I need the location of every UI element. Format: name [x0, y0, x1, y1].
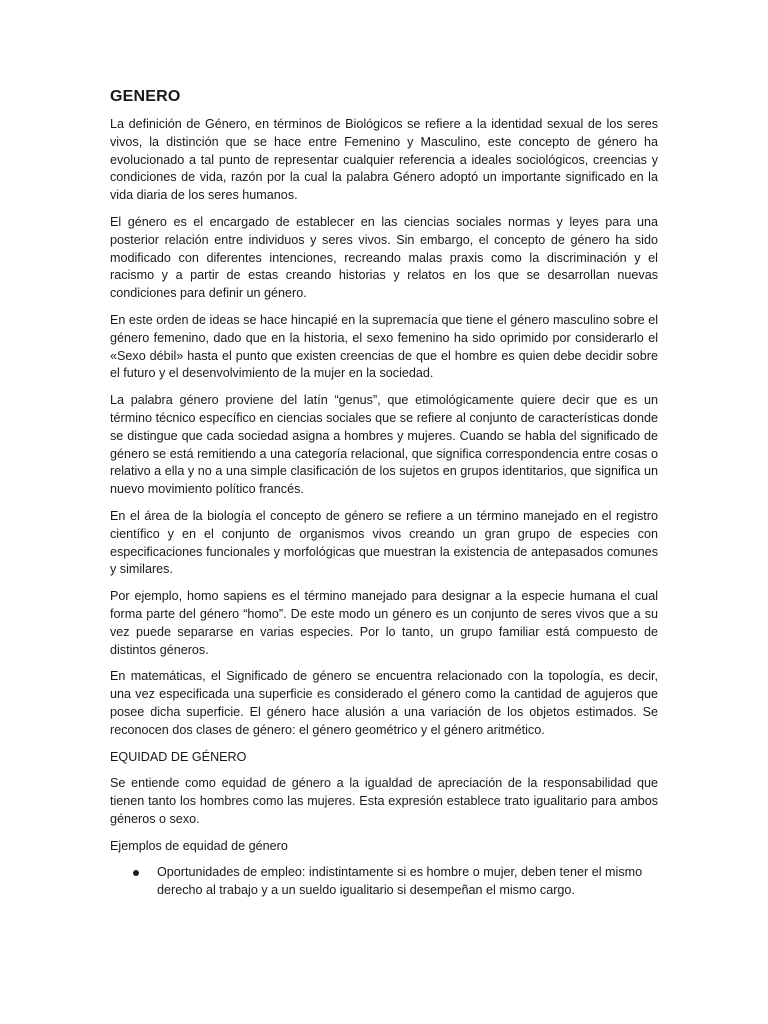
- document-page: [110, 88, 658, 900]
- paragraph-example-homo: Por ejemplo, homo sapiens es el término manejado para designar a la especie humana el cual forma parte del género “homo”. De este modo un género es un conjunto de seres vivos que a su vez puede separarse en varias especies. Por lo tanto, un grupo familiar está compuesto de distintos géneros.: [110, 589, 658, 657]
- paragraph-biology: En el área de la biología el concepto de género se refiere a un término manejado en el registro científico y en el conjunto de organismos vivos creando un gran grupo de especies con especificaciones funcionales y morfológicas que muestran la existencia de antepasados comunes y similares.: [110, 508, 658, 577]
- examples-list: [110, 864, 658, 900]
- example-text: Oportunidades de empleo: indistintamente si es hombre o mujer, deben tener el mismo derecho al trabajo y a un sueldo igualitario si desempeñan el mismo cargo.: [157, 865, 643, 898]
- document-title: GENERO: [110, 88, 181, 105]
- equity-heading: EQUIDAD DE GÉNERO: [110, 749, 247, 764]
- paragraph-equity: Se entiende como equidad de género a la igualdad de apreciación de la responsabilidad que tienen tanto los hombres como las mujeres. Esta expresión establece trato igualitario para ambos géneros o sexo.: [110, 776, 658, 826]
- examples-heading: Ejemplos de equidad de género: [110, 838, 288, 853]
- paragraph-etymology: La palabra género proviene del latín “genus”, que etimológicamente quiere decir que es un término técnico específico en ciencias sociales que se refiere al conjunto de características donde se distingue que cada sociedad asigna a hombres y mujeres. Cuando se habla del significado de género se está remitiendo a una categoría relacional, que significa correspondencia entre cosas o relativo a ella y no a una simple clasificación de los sujetos en grupos identitarios, que significa un nuevo movimiento político francés.: [110, 393, 658, 497]
- paragraph-definition: La definición de Género, en términos de Biológicos se refiere a la identidad sexual de los seres vivos, la distinción que se hace entre Femenino y Masculino, este concepto de género ha evolucionado a tal punto de representar cualquier referencia a ideales sociológicos, creencias y condiciones de vida, razón por la cual la palabra Género adoptó un importante significado en la vida diaria de los seres humanos.: [110, 117, 658, 203]
- bullet-icon: [133, 870, 139, 876]
- paragraph-mathematics: En matemáticas, el Significado de género se encuentra relacionado con la topología, es decir, una vez especificada una superficie es considerado el género como la cantidad de agujeros que posee dicha superficie. El género hace alusión a una variación de los objetos estimados. Se reconocen dos clases de género: el género geométrico y el género aritmético.: [110, 669, 658, 737]
- paragraph-supremacy: En este orden de ideas se hace hincapié en la supremacía que tiene el género masculino sobre el género femenino, dado que en la historia, el sexo femenino ha sido oprimido por considerarlo el «Sexo débil» hasta el punto que existen creencias de que el hombre es quien debe decidir sobre el futuro y el desenvolvimiento de la mujer en la sociedad.: [110, 312, 658, 381]
- paragraph-social-sciences: El género es el encargado de establecer en las ciencias sociales normas y leyes para una posterior relación entre individuos y seres vivos. Sin embargo, el concepto de género ha sido modificado con diferentes intenciones, recreando malas praxis como la discriminación y el racismo y a partir de estas creando historias y relatos en los que se desarrollan nuevas condiciones para definir un género.: [110, 214, 658, 301]
- list-item: [110, 864, 658, 900]
